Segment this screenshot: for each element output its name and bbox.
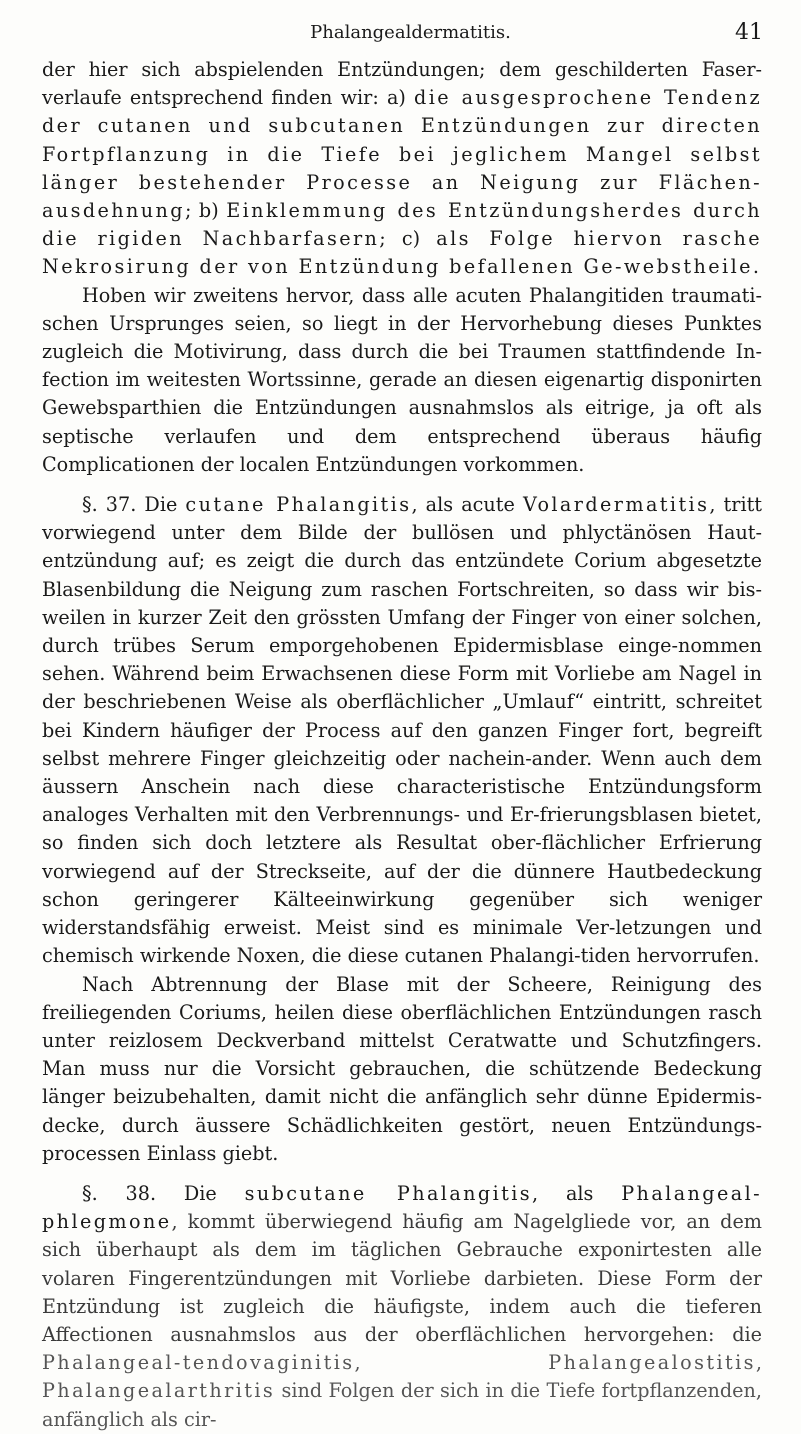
p1-spaced-2: Einklemmung des Entzündungsherdes durch die rigiden Nachbarfasern (42, 199, 763, 251)
p5-spaced-3: Phalangeal-tendovaginitis (42, 1351, 355, 1375)
body-text (42, 56, 762, 1434)
p5-text-3: , kommt überwiegend häufig am Nagelgliede vor, an dem sich überhaupt als dem im täglichen Gebrauche exponirtesten alle volaren Fingerentzündungen mit Vorliebe darbieten. Diese Form der Entzündung ist zugleich die häufigste, indem auch die tieferen Affectionen ausnahmslos aus der oberflächlichen hervorgehen: die (42, 1210, 762, 1346)
paragraph-5 (42, 1180, 762, 1434)
paragraph-2: Hoben wir zweitens hervor, dass alle acuten Phalangitiden traumati-schen Ursprunges seien, so liegt in der Hervorhebung dieses Punktes zugleich die Motivirung, dass durch die bei Traumen stattfindende In-fection im weitesten Wortssinne, gerade an diesen eigenartig disponirten Gewebsparthien die Entzündungen ausnahmslos als eitrige, ja oft als septische verlaufen und dem entsprechend überaus häufig Complicationen der localen Entzündungen vorkommen. (42, 283, 762, 476)
running-title: Phalangealdermatitis. (310, 22, 511, 43)
p5-text-2: , als (532, 1181, 622, 1205)
p5-text-4: , (354, 1351, 549, 1375)
p1-text-1: der hier sich abspielenden Entzündungen; dem geschilderten Faser-verlaufe entsprechend finden wir: a) (42, 58, 762, 110)
p5-text-5: , (755, 1351, 762, 1375)
p3-spaced-2: Volardermatitis (522, 493, 710, 517)
p5-spaced-5: Phalangealarthritis (42, 1379, 276, 1403)
p5-spaced-2: Phalangeal-phlegmone (42, 1181, 762, 1234)
page-number: 41 (735, 20, 763, 45)
p5-text-6: sind Folgen der sich in die Tiefe fortpflanzenden, anfänglich als cir- (42, 1379, 762, 1431)
paragraph-4: Nach Abtrennung der Blase mit der Scheere, Reinigung des freiliegenden Coriums, heilen diese oberflächlichen Entzündungen rasch unter reizlosem Deckverband mittelst Ceratwatte und Schutzfingers. Man muss nur die Vorsicht gebrauchen, die schützende Bedeckung länger beizubehalten, damit nicht die anfänglich sehr dünne Epidermis-decke, durch äussere Schädlichkeiten gestört, neuen Entzündungs-processen Einlass giebt. (42, 972, 762, 1165)
p1-text-2: ; b) (185, 199, 227, 223)
p3-text-1: §. 37. Die (82, 493, 186, 517)
p3-spaced-1: cutane Phalangitis (185, 493, 412, 517)
p1-spaced-1: die ausgesprochene Tendenz der cutanen und subcutanen Entzündungen zur directen Fortpflanzung in die Tiefe bei jeglichem Mangel selbst länger bestehender Processe an Neigung zur Flächen-ausdehnung (42, 86, 762, 223)
p1-text-4: . (752, 255, 759, 279)
p5-spaced-4: Phalangealostitis (548, 1351, 756, 1375)
paragraph-1 (42, 56, 762, 282)
p1-spaced-3: als Folge hiervon rasche Nekrosirung der von Entzündung befallenen Ge-webstheile (42, 227, 762, 279)
p3-text-2: , als acute (411, 493, 523, 517)
p1-text-3: ; c) (379, 227, 437, 251)
p5-text-1: §. 38. Die (82, 1181, 245, 1205)
page-header (58, 20, 763, 50)
paragraph-3 (42, 491, 762, 970)
p3-text-3: , tritt vorwiegend unter dem Bilde der bullösen und phlyctänösen Haut-entzündung auf; es zeigt die durch das entzündete Corium abgesetzte Blasenbildung die Neigung zum raschen Fortschreiten, so dass wir bis-weilen in kurzer Zeit den grössten Umfang der Finger von einer solchen, durch trübes Serum emporgehobenen Epidermisblase einge-nommen sehen. Während beim Erwachsenen diese Form mit Vorliebe am Nagel in der beschriebenen Weise als oberflächlicher „Umlauf“ eintritt, schreitet bei Kindern häufiger der Process auf den ganzen Finger fort, begreift selbst mehrere Finger gleichzeitig oder nachein-ander. Wenn auch dem äussern Anschein nach diese characteristische Entzündungsform analoges Verhalten mit den Verbrennungs- und Er-frierungsblasen bietet, so finden sich doch letztere als Resultat ober-flächlicher Erfrierung vorwiegend auf der Streckseite, auf der die dünnere Hautbedeckung schon geringerer Kälteeinwirkung gegenüber sich weniger widerstandsfähig erweist. Meist sind es minimale Ver-letzungen und chemisch wirkende Noxen, die diese cutanen Phalangi-tiden hervorrufen. (42, 493, 762, 968)
p5-spaced-1: subcutane Phalangitis (244, 1181, 533, 1205)
